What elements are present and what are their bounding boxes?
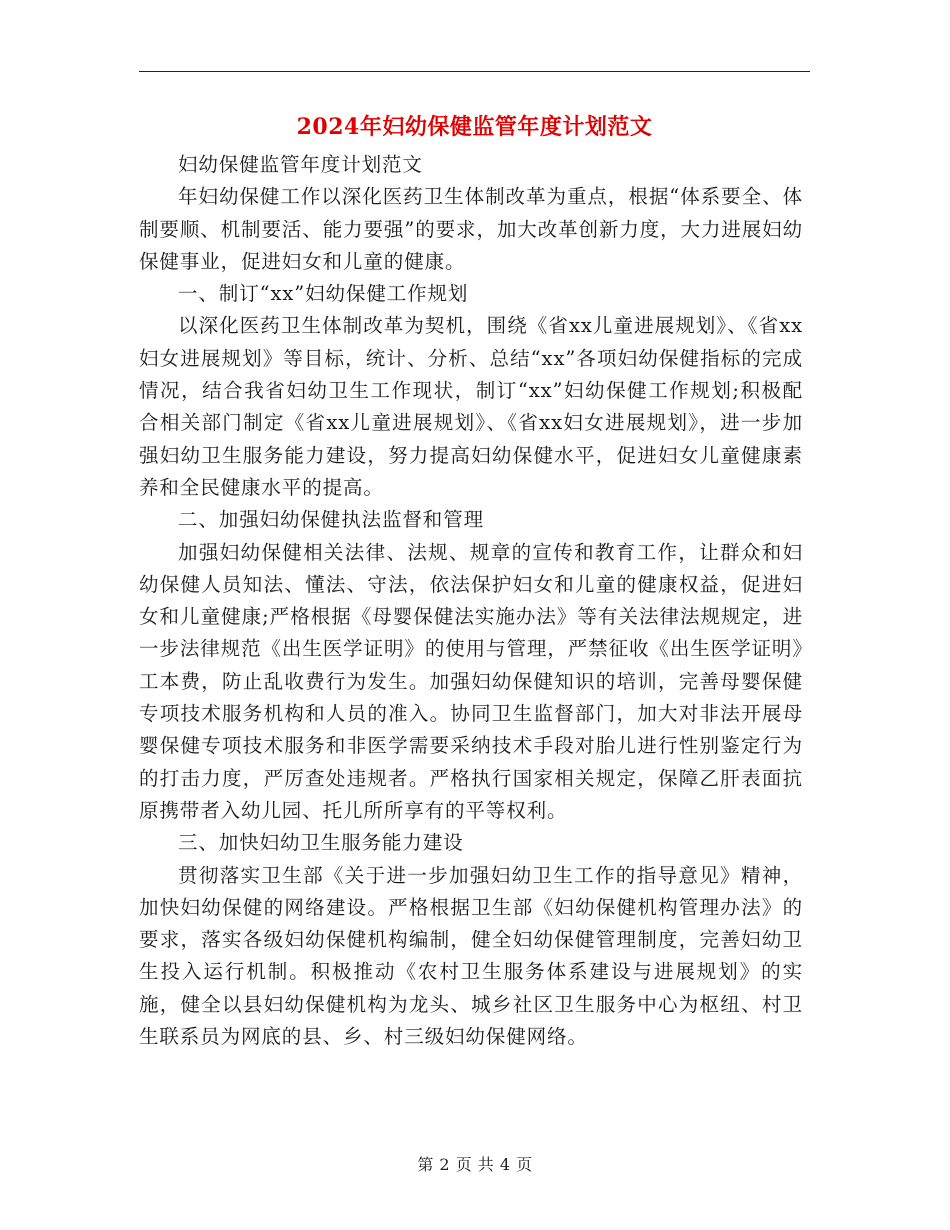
paragraph-section-2: 加强妇幼保健相关法律、法规、规章的宣传和教育工作，让群众和妇幼保健人员知法、懂法、守法，依法保护妇女和儿童的健康权益，促进妇女和儿童健康;严格根据《母婴保健法实施办法》等有关法律法规规定，进一步法律规范《出生医学证明》的使用与管理，严禁征收《出生医学证明》工本费，防止乱收费行为发生。加强妇幼保健知识的培训，完善母婴保健专项技术服务机构和人员的准入。协同卫生监督部门，加大对非法开展母婴保健专项技术服务和非医学需要采纳技术手段对胎儿进行性别鉴定行为的打击力度，严厉查处违规者。严格执行国家相关规定，保障乙肝表面抗原携带者入幼儿园、托儿所所享有的平等权利。 <box>139 540 803 822</box>
page-number: 第 2 页 共 4 页 <box>417 1155 533 1174</box>
paragraph-section-1: 以深化医药卫生体制改革为契机，围绕《省xx儿童进展规划》、《省xx妇女进展规划》等目标，统计、分析、总结“xx”各项妇幼保健指标的完成情况，结合我省妇幼卫生工作现状，制订“xx”妇幼保健工作规划;积极配合相关部门制定《省xx儿童进展规划》、《省xx妇女进展规划》，进一步加强妇幼卫生服务能力建设，努力提高妇幼保健水平，促进妇女儿童健康素养和全民健康水平的提高。 <box>139 314 803 499</box>
section-heading-1: 一、制订“xx”妇幼保健工作规划 <box>178 282 469 306</box>
document-title: 2024年妇幼保健监管年度计划范文 <box>296 114 653 140</box>
document-subtitle: 妇幼保健监管年度计划范文 <box>178 153 423 176</box>
section-heading-2: 二、加强妇幼保健执法监督和管理 <box>178 508 485 532</box>
paragraph-intro: 年妇幼保健工作以深化医药卫生体制改革为重点，根据“体系要全、体制要顺、机制要活、能力要强”的要求，加大改革创新力度，大力进展妇幼保健事业，促进妇女和儿童的健康。 <box>139 185 803 273</box>
paragraph-section-3: 贯彻落实卫生部《关于进一步加强妇幼卫生工作的指导意见》精神，加快妇幼保健的网络建设。严格根据卫生部《妇幼保健机构管理办法》的要求，落实各级妇幼保健机构编制，健全妇幼保健管理制度，完善妇幼卫生投入运行机制。积极推动《农村卫生服务体系建设与进展规划》的实施，健全以县妇幼保健机构为龙头、城乡社区卫生服务中心为枢纽、村卫生联系员为网底的县、乡、村三级妇幼保健网络。 <box>139 863 803 1049</box>
document-body <box>139 149 803 1053</box>
section-heading-3: 三、加快妇幼卫生服务能力建设 <box>178 831 464 855</box>
header-rule <box>139 71 810 72</box>
